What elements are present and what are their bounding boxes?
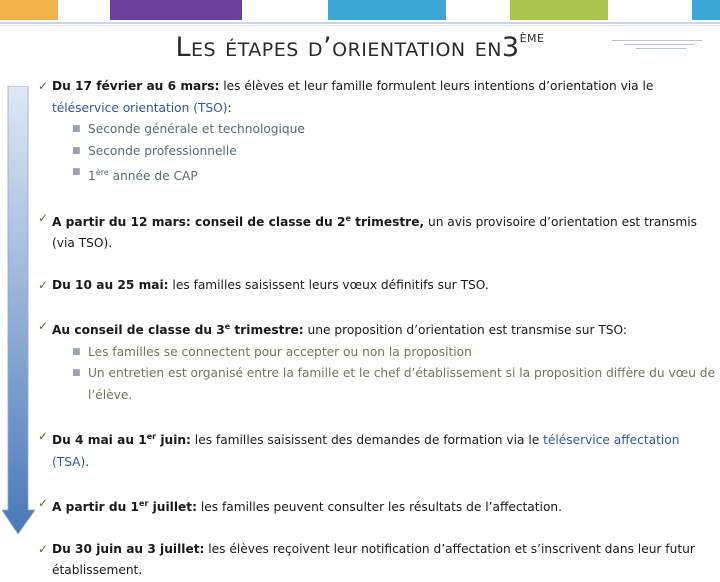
check-icon: ✓ bbox=[38, 496, 49, 510]
header-rule-thin bbox=[0, 25, 720, 26]
sub-list-item: ■ Seconde professionnelle bbox=[38, 141, 716, 163]
sub-list-item: ■ Les familles se connectent pour accepter ou non la proposition bbox=[38, 342, 716, 364]
tsa-link[interactable]: téléservice affectation (TSA) bbox=[52, 433, 680, 469]
page-title-text: Les étapes d’orientation en3 bbox=[175, 32, 520, 63]
list-item: ✓ Au conseil de classe du 3e trimestre: une proposition d’orientation est transmise sur TSO: bbox=[38, 316, 716, 342]
list-item: ✓ A partir du 1er juillet: les familles peuvent consulter les résultats de l’affectation. bbox=[38, 493, 716, 519]
bullet-icon: ■ bbox=[72, 368, 81, 378]
decorative-top-bar bbox=[0, 0, 720, 20]
sub-list-item: ■ Seconde générale et technologique bbox=[38, 119, 716, 141]
list-item: ✓ Du 4 mai au 1er juin: les familles saisissent des demandes de formation via le téléservice affectation (TSA). bbox=[38, 426, 716, 473]
list-item: ✓ Du 30 juin au 3 juillet: les élèves reçoivent leur notification d’affectation et s’inscrivent dans leur futur établissement. bbox=[38, 539, 716, 582]
bar-segment-white bbox=[58, 0, 110, 20]
bar-segment-orange bbox=[0, 0, 58, 20]
check-icon: ✓ bbox=[38, 210, 49, 225]
bullet-icon: ■ bbox=[72, 124, 81, 134]
bar-segment-white bbox=[446, 0, 510, 20]
timeline-content bbox=[38, 76, 716, 582]
bar-segment-blue bbox=[328, 0, 446, 20]
check-icon: ✓ bbox=[38, 277, 49, 292]
page-title-sup: ème bbox=[519, 28, 545, 46]
bullet-icon: ■ bbox=[72, 145, 81, 156]
check-icon: ✓ bbox=[38, 541, 49, 556]
bar-segment-white bbox=[608, 0, 692, 20]
bar-segment-purple bbox=[110, 0, 242, 20]
timeline-arrow bbox=[2, 86, 36, 534]
tso-link[interactable]: téléservice orientation (TSO) bbox=[52, 100, 228, 115]
sub-list-item: ■ 1ère année de CAP bbox=[38, 162, 716, 188]
bar-segment-blue bbox=[692, 0, 720, 20]
bullet-icon: ■ bbox=[72, 346, 81, 357]
bar-segment-green bbox=[510, 0, 608, 20]
sub-list-item: ■ Un entretien est organisé entre la famille et le chef d’établissement si la proposition diffère du vœu de l’élève. bbox=[38, 363, 716, 406]
list-item: ✓ Du 10 au 25 mai: les familles saisissent leurs vœux définitifs sur TSO. bbox=[38, 275, 716, 297]
title-decoration bbox=[612, 38, 712, 52]
list-item: ✓ Du 17 février au 6 mars: les élèves et leur famille formulent leurs intentions d’orientation via le téléservice orientation (TSO): bbox=[38, 76, 716, 119]
check-icon: ✓ bbox=[38, 429, 49, 443]
bullet-icon: ■ bbox=[72, 167, 81, 177]
bar-segment-white bbox=[242, 0, 328, 20]
header-rule bbox=[0, 22, 720, 24]
check-icon: ✓ bbox=[38, 79, 49, 93]
check-icon: ✓ bbox=[38, 319, 49, 333]
list-item: ✓ A partir du 12 mars: conseil de classe du 2e trimestre, un avis provisoire d’orientation est transmis (via TSO). bbox=[38, 208, 716, 255]
